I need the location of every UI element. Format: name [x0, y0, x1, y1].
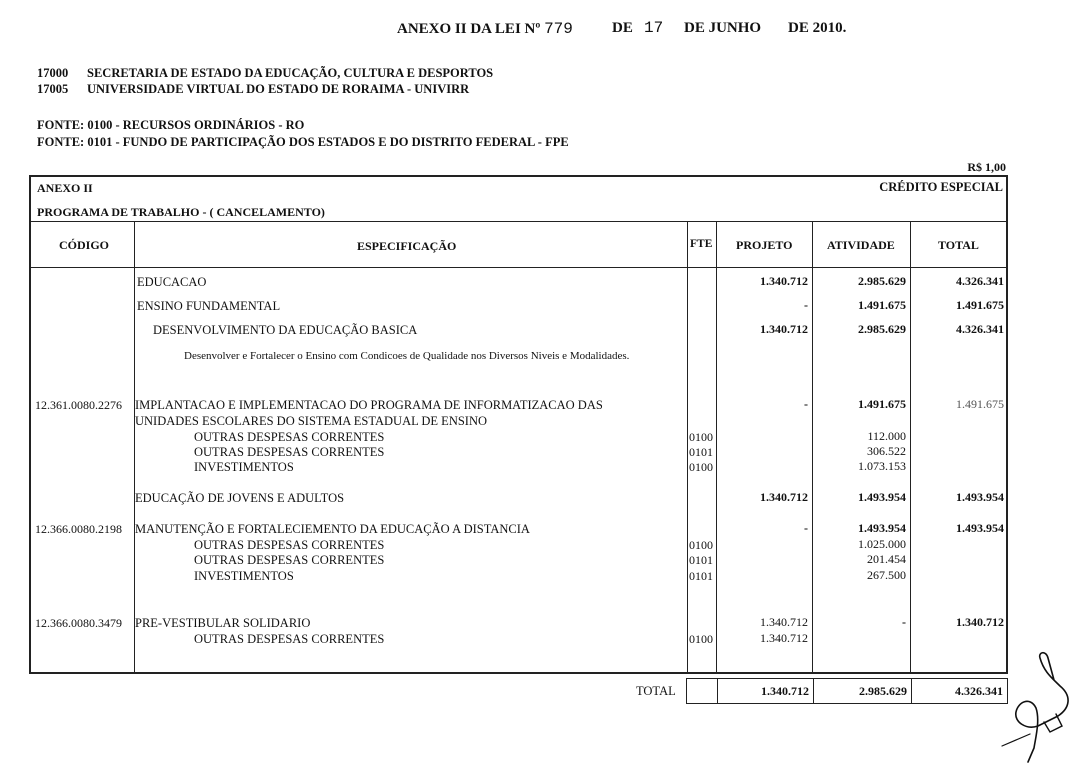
atividade-value: -: [902, 615, 906, 629]
fonte-line: FONTE: 0100 - RECURSOS ORDINÁRIOS - RO: [37, 118, 305, 132]
total-total: 4.326.341: [955, 684, 1003, 698]
spec-desenvolvimento: DESENVOLVIMENTO DA EDUCAÇÃO BASICA: [153, 323, 418, 337]
col-divider: [687, 221, 688, 674]
spec-educacao: EDUCACAO: [137, 275, 207, 289]
table-credito: CRÉDITO ESPECIAL: [879, 180, 1003, 194]
expense-value: 1.340.712: [760, 631, 808, 645]
date-de: DE: [612, 20, 633, 36]
fte-code: 0101: [689, 445, 713, 459]
total-value: 4.326.341: [956, 274, 1004, 288]
expense-value: 306.522: [867, 444, 906, 458]
expense-label: OUTRAS DESPESAS CORRENTES: [194, 445, 385, 459]
date-year: DE 2010.: [788, 20, 847, 36]
projeto-value: 1.340.712: [760, 322, 808, 336]
program-code: 12.366.0080.2198: [35, 522, 122, 536]
total-value: 1.491.675: [956, 298, 1004, 312]
total-value: 1.491.675: [956, 397, 1004, 411]
col-total: TOTAL: [938, 238, 979, 252]
expense-value: 201.454: [867, 552, 906, 566]
expense-label: INVESTIMENTOS: [194, 460, 294, 474]
total-atividade: 2.985.629: [859, 684, 907, 698]
expense-label: OUTRAS DESPESAS CORRENTES: [194, 538, 385, 552]
atividade-value: 1.491.675: [858, 298, 906, 312]
currency-unit: R$ 1,00: [967, 160, 1006, 174]
anexo-label: ANEXO II DA LEI Nº: [397, 21, 541, 37]
signature-icon: [1000, 650, 1078, 768]
fte-code: 0101: [689, 553, 713, 567]
date-month: DE JUNHO: [684, 20, 762, 36]
projeto-value: -: [804, 397, 808, 411]
expense-label: OUTRAS DESPESAS CORRENTES: [194, 632, 385, 646]
atividade-value: 1.493.954: [858, 490, 906, 504]
atividade-value: 1.493.954: [858, 521, 906, 535]
col-divider: [686, 679, 687, 703]
projeto-value: -: [804, 521, 808, 535]
document-title: [397, 20, 573, 38]
totals-box: [686, 678, 1008, 704]
org-code: 17000: [37, 66, 69, 80]
col-codigo: CÓDIGO: [59, 238, 110, 252]
total-label: TOTAL: [636, 684, 676, 698]
total-value: 4.326.341: [956, 322, 1004, 336]
total-projeto: 1.340.712: [761, 684, 809, 698]
expense-value: 112.000: [867, 429, 906, 443]
program-code: 12.366.0080.3479: [35, 616, 122, 630]
projeto-value: -: [804, 298, 808, 312]
program-label: PRE-VESTIBULAR SOLIDARIO: [135, 616, 311, 630]
program-label-cont: UNIDADES ESCOLARES DO SISTEMA ESTADUAL DE ENSINO: [135, 414, 488, 428]
col-divider: [134, 221, 135, 674]
expense-value: 267.500: [867, 568, 906, 582]
total-value: 1.340.712: [956, 615, 1004, 629]
expense-label: OUTRAS DESPESAS CORRENTES: [194, 430, 385, 444]
org-code: 17005: [37, 82, 69, 96]
fte-code: 0101: [689, 569, 713, 583]
expense-label: INVESTIMENTOS: [194, 569, 294, 583]
atividade-value: 2.985.629: [858, 322, 906, 336]
table-anexo: ANEXO II: [37, 181, 93, 195]
row-divider: [31, 221, 1006, 222]
row-divider: [31, 267, 1006, 268]
program-label: MANUTENÇÃO E FORTALECIEMENTO DA EDUCAÇÃO A DISTANCIA: [135, 522, 530, 536]
col-fte: FTE: [690, 238, 713, 250]
fte-code: 0100: [689, 460, 713, 474]
org-name: UNIVERSIDADE VIRTUAL DO ESTADO DE RORAIMA - UNIVIRR: [87, 82, 470, 96]
col-projeto: PROJETO: [736, 238, 793, 252]
total-value: 1.493.954: [956, 490, 1004, 504]
date-day: 17: [644, 19, 664, 37]
program-code: 12.361.0080.2276: [35, 398, 122, 412]
projeto-value: 1.340.712: [760, 490, 808, 504]
projeto-value: 1.340.712: [760, 274, 808, 288]
projeto-value: 1.340.712: [760, 615, 808, 629]
spec-eja: EDUCAÇÃO DE JOVENS E ADULTOS: [135, 491, 345, 505]
fte-code: 0100: [689, 632, 713, 646]
table-programa: PROGRAMA DE TRABALHO - ( CANCELAMENTO): [37, 205, 325, 219]
atividade-value: 2.985.629: [858, 274, 906, 288]
col-especificacao: ESPECIFICAÇÃO: [357, 239, 457, 253]
spec-description: Desenvolver e Fortalecer o Ensino com Condicoes de Qualidade nos Diversos Niveis e Modalidades.: [184, 350, 630, 362]
expense-label: OUTRAS DESPESAS CORRENTES: [194, 553, 385, 567]
total-value: 1.493.954: [956, 521, 1004, 535]
fte-code: 0100: [689, 538, 713, 552]
budget-table: [29, 175, 1008, 674]
spec-ensino-fundamental: ENSINO FUNDAMENTAL: [137, 299, 281, 313]
col-atividade: ATIVIDADE: [827, 238, 895, 252]
fonte-line: FONTE: 0101 - FUNDO DE PARTICIPAÇÃO DOS ESTADOS E DO DISTRITO FEDERAL - FPE: [37, 135, 569, 149]
atividade-value: 1.491.675: [858, 397, 906, 411]
org-name: SECRETARIA DE ESTADO DA EDUCAÇÃO, CULTURA E DESPORTOS: [87, 66, 494, 80]
law-number: 779: [544, 20, 573, 38]
program-label: IMPLANTACAO E IMPLEMENTACAO DO PROGRAMA DE INFORMATIZACAO DAS: [135, 398, 603, 412]
expense-value: 1.073.153: [858, 459, 906, 473]
fte-code: 0100: [689, 430, 713, 444]
expense-value: 1.025.000: [858, 537, 906, 551]
